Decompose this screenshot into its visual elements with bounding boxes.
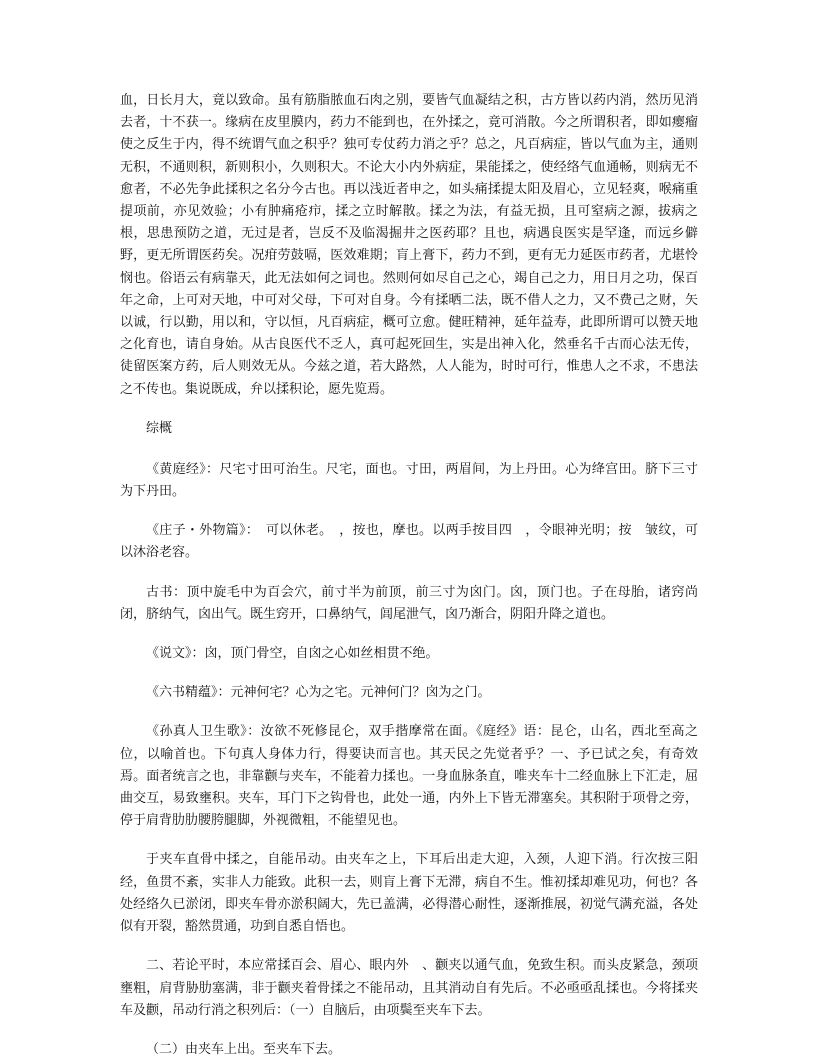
quote-liushu: 《六书精蕴》：元神何宅？心为之宅。元神何门？囟为之门。 — [146, 685, 491, 701]
section-heading: 综概 — [146, 420, 173, 436]
paragraph-three: （二）由夹车上出。至夹车下去。 — [146, 1041, 342, 1057]
paragraph-two: 二、若论平时，本应常揉百会、眉心、眼内外 、颧夹以通气血，免致生积。而头皮紧急，颈项壅粗，肩背胁肋塞满，非于颧夹着骨揉之不能吊动，且其消动自有先后。不必亟亟乱揉也。今将揉夹车及颧，吊动行消之积列后：（一）自脑后，由项鬓至夹车下去。 — [120, 958, 698, 1018]
paragraph-jiache: 于夹车直骨中揉之，自能吊动。由夹车之上，下耳后出走大迎，入颈，人迎下消。行次按三阳经，鱼贯不紊，实非人力能致。此积一去，则肓上膏下无滞，病自不生。惟初揉却难见功，何也？各处经络久已淤闭，即夹车骨亦淤积阔大，先已盖满，必得潜心耐性，逐渐推展，初觉气满充溢，各处似有开裂，豁然贯通，功到自悉自悟也。 — [120, 852, 698, 935]
quote-gushu: 古书：顶中旋毛中为百会穴，前寸半为前顶，前三寸为囟门。囟，顶门也。子在母胎，诸窍尚闭，脐纳气，囟出气。既生窍开，口鼻纳气，闾尾泄气，囟乃渐合，阴阳升降之道也。 — [120, 584, 698, 622]
quote-huangtingjing: 《黄庭经》：尺宅寸田可治生。尺宅，面也。寸田，两眉间，为上丹田。心为绛宫田。脐下三寸为下丹田。 — [120, 461, 698, 500]
quote-zhuangzi: 《庄子・外物篇》： 可以休老。 ，按也，摩也。以两手按目四 ，令眼神光明；按 皱纹，可以沐浴老容。 — [120, 523, 698, 561]
document-page — [120, 90, 698, 1061]
quote-shuowen: 《说文》：囟，顶门骨空，自囟之心如丝相贯不绝。 — [146, 646, 439, 662]
quote-sunzhenren: 《孙真人卫生歌》：汝欲不死修昆仑，双手揩摩常在面。《庭经》语：昆仑，山名，西北至高之位，以喻首也。下句真人身体力行，得要诀而言也。其天民之先觉者乎？一、予已试之矣，有奇效焉。面者统言之也，非靠颧与夹车，不能着力揉也。一身血脉条直，唯夹车十二经血脉上下汇走，屈曲交互，易致壅积。夹车，耳门下之钩骨也，此处一通，内外上下皆无滞塞矣。其积附于项骨之旁，停于肩背肋肋腰胯腿脚，外视微粗，不能望见也。 — [120, 724, 698, 829]
intro-paragraph: 血，日长月大，竟以致命。虽有筋脂脓血石肉之别，要皆气血凝结之积，古方皆以药内消，然历见消去者，十不获一。缘病在皮里膜内，药力不能到也，在外揉之，竟可消散。今之所谓积者，即如瘿瘤使之反生于内，得不统谓气血之积乎？独可专仗药力消之乎？总之，凡百病症，皆以气血为主，通则无积，不通则积，新则积小，久则积大。不论大小内外病症，果能揉之，使经络气血通畅，则病无不愈者，不必先争此揉积之名分今古也。再以浅近者申之，如头痛揉提太阳及眉心，立见轻爽，喉痛重提项前，亦见效验；小有肿痛疮疖，揉之立时解散。揉之为法，有益无损，且可窒病之源，拔病之根，思患预防之道，无过是者，岂反不及临渴掘井之医药耶？且也，病遇良医实是罕逢，而远乡僻野，更无所谓医药矣。况疳劳鼓嗝，医效难期；肓上膏下，药力不到，更有无力延医市药者，尤堪怜悯也。俗语云有病靠天，此无法如何之词也。然则何如尽自己之心，竭自己之力，用日月之功，保百年之命，上可对天地，中可对父母，下可对自身。今有揉晒二法，既不借人之力，又不费己之财，矢以诚，行以勤，用以和，守以恒，凡百病症，概可立愈。健旺精神，延年益寿，此即所谓可以赞天地之化育也，请自身始。从古良医代不乏人，真可起死回生，实是出神入化，然垂名千古而心法无传，徒留医案方药，后人则效无从。今兹之道，若大路然，人人能为，时时可行，惟患人之不求，不患法之不传也。集说既成，弁以揉积论，愿先览焉。 — [120, 93, 698, 397]
